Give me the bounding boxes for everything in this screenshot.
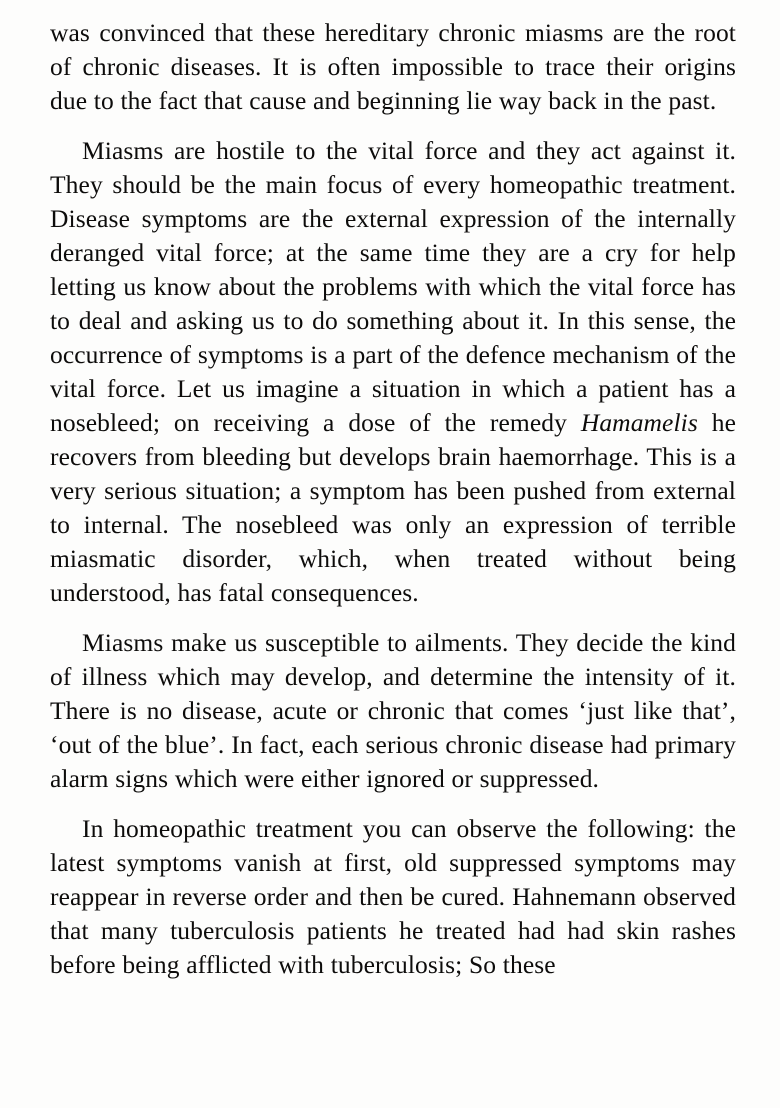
paragraph-miasms-susceptible: Miasms make us susceptible to ailments. They decide the kind of illness which may develop, and determine the intensity of it. There is no disease, acute or chronic that comes ‘just like that’, ‘out of the blue’. In fact, each serious chronic disease had primary alarm signs which were either ignored or suppressed. xyxy=(50,628,736,793)
remedy-name-italic: Hamamelis xyxy=(580,408,698,437)
paragraph-miasms-hostile xyxy=(50,134,736,610)
paragraph-homeopathic-treatment: In homeopathic treatment you can observe the following: the latest symptoms vanish at first, old suppressed symptoms may reappear in reverse order and then be cured. Hahnemann observed that many tuberculosis patients he treated had had skin rashes before being afflicted with tuberculosis; So these xyxy=(50,814,736,979)
paragraph-text-before-italic: Miasms are hostile to the vital force and they act against it. They should be the main focus of every homeopathic treatment. Disease symptoms are the external expression of the internally deranged vital force; at the same time they are a cry for help letting us know about the problems with which the vital force has to deal and asking us to do something about it. In this sense, the occurrence of symptoms is a part of the defence mechanism of the vital force. Let us imagine a situation in which a patient has a nosebleed; on receiving a dose of the remedy xyxy=(50,136,736,437)
paragraph-continuation: was convinced that these hereditary chronic miasms are the root of chronic diseases. It is often impossible to trace their origins due to the fact that cause and beginning lie way back in the past. xyxy=(50,18,736,115)
paragraph-text-after-italic: he recovers from bleeding but develops brain haemorrhage. This is a very serious situation; a symptom has been pushed from external to internal. The nosebleed was only an expression of terrible miasmatic disorder, which, when treated without being understood, has fatal consequences. xyxy=(50,408,736,607)
body-text-column xyxy=(50,16,736,982)
